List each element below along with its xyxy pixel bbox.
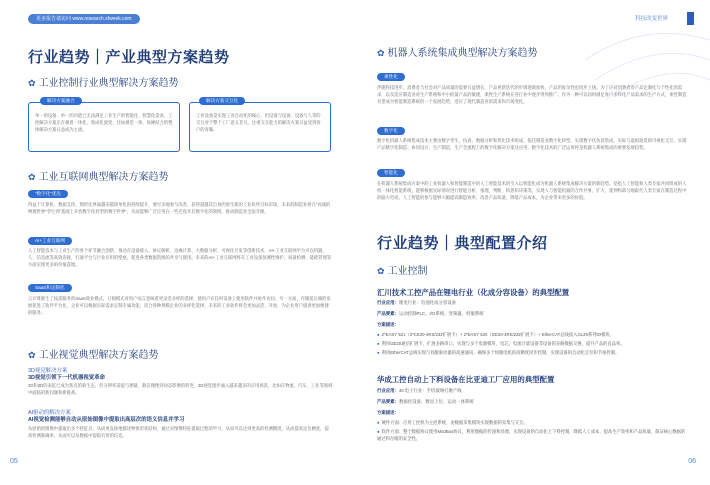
box-text-integration: 单一的设备、单一的功能已无法满足工业生产的智能化、智慧化需求，工控解决方案正在朝着一体化、集成化演变，比如视觉一体、软硬结合的整体解决方案日益成为主流。 xyxy=(35,113,173,132)
text-ai-iiot: 人工智能技术与工业生产的各个环节融合创新，推动在设备接入、协议解析、边缘计算、大数据分析、可视化开发等创新技术，AI+工业互联网平台可以机器、人、信息流等高效连接，打通平台与行业应用的壁垒，促进各类数据资源的共享与使用。未来的AI+工业互联网将在工业设备预测性维护、质量检测、能耗管理等方面实现更多的价值落地。 xyxy=(28,248,332,267)
case1-bullet: ● 利用EtherCAT总线实现与伺服驱动器的高速通讯，确保多个伺服电机的高精度同步控制，实现设备的自动化定位和节拍控制。 xyxy=(377,350,620,355)
section-heading-robot: ✿ 机器人系统集成典型解决方案趋势 xyxy=(377,48,538,59)
text-flexible: 伴随科技进步，消费者与社会对产品质量的需要日益增长，产品更新迭代的步调逐渐加快，产品的复杂性也同步上扬。为了应对消费者对产品定制化与个性化的需求，以及适应制造业对生产系统和中小批量产品的敏捷，柔性生产系统在各行业中逐步得到推广。作为一种可以同时满足客户多样化产品需求的生产方式，柔性制造有望成为智能制造系统的一个发展趋势，适应了现代制造业的需求和市场变化。 xyxy=(377,85,687,104)
section-heading-industrial-control: ✿ 工业控制行业典型解决方案趋势 xyxy=(28,78,179,89)
case2-product: 产品要素：数据化设备、数显上位、运动一体系统 xyxy=(377,399,474,404)
case2-bullet: ● 软件方面：整个数据协议使用ModBus协议，利用数据的传递和处理，实现设备的自动化上下料控制，降低人工成本，提高生产效率和产品质量，保证核心数据的通过和存储的安全性。 xyxy=(377,429,686,441)
right-page xyxy=(355,0,710,485)
case2-scheme-label: 方案描述： xyxy=(377,410,399,415)
section-heading-iiot: ✿ 工业互联网典型解决方案趋势 xyxy=(28,172,169,183)
case1-product: 产品要素：运动控制PLC、I/O系统、变频器、伺服系统 xyxy=(377,311,484,316)
case2-title: 华成工控自动上下料设备在比亚迪工厂应用的典型配置 xyxy=(377,375,555,384)
header-tag[interactable]: 更多报告请访问 www.research.sfweek.com xyxy=(28,14,140,24)
text-digital: 数字化机器人系统集成技术主要由数字孪生、仿真、数据分析和优化技术组成，依托制造业数字化转型，实现数字化仿真集成。实际与虚拟场景的可视化交互，实现产品数字化制造、协同设计、生产制造，生产全流程上的数字化解决方案及应用，数字化技术的广泛运用将是机器人系统集成的重要发展趋势。 xyxy=(377,138,687,150)
config-title: 行业趋势｜典型配置介绍 xyxy=(377,235,548,252)
label-ai-iiot: AI+工业互联网 xyxy=(28,237,72,245)
box-text-interaction: 工业设备是实现工业自动化的核心，但设备与设备、设备与人等的交互对于整个工厂意义非凡，注重交互能力的解决方案日益受到客户的青睐。 xyxy=(196,113,321,132)
box-label-interaction: 解决方案交互化 xyxy=(199,97,245,105)
text-smart: 在机器人系统集成方案中的工业机器人和智能制造中的人工智能技术的引入以智能化成为机器人系统集成解决方案的新趋势。是指人工智能和人类专家共同组成的人机一体化智能系统，能够根据实际情况进行智能分析、推理、判断、构思和决策等，实现人与智能机器的合作共事，扩大、延伸和部分地取代人类专家在制造过程中的脑力劳动。人工智能的参与能够大幅提高制造效率、改善产品质量，降低产品成本，为企业带来更多的价值。 xyxy=(377,181,687,200)
gear-icon: ✿ xyxy=(377,266,385,276)
vision-sub-ai: AI驱动的解决方案： xyxy=(28,410,77,416)
label-smart: 智能化 xyxy=(377,169,405,177)
vision-sub-ai-title: AI视觉检测能够自动从原始图像中提取出高层次的语义信息并学习 xyxy=(28,417,185,423)
case2-industry: 行业应用：3C电子行业：手机玻璃打磨产线 xyxy=(377,388,462,393)
gear-icon: ✿ xyxy=(28,172,36,182)
vision-sub-3d: 3D视觉解决方案 xyxy=(28,368,68,374)
label-saas: SaaS和定制化 xyxy=(28,284,72,292)
case2-bullet: ● 硬件方面：应用工控机为主控系统，由数据采集模块实现数据的采集与交互。 xyxy=(377,420,528,425)
header-tag: 科技改变世界 xyxy=(634,16,668,22)
page-title: 行业趋势｜产业典型方案趋势 xyxy=(28,49,230,66)
case1-industry: 行业应用：锂电行业：电池化成分容设备 xyxy=(377,300,457,305)
header-accent-bar xyxy=(687,12,694,25)
case1-scheme-label: 方案描述： xyxy=(377,322,399,327)
vision-text-ai: 从原始的图像中提取出多个特征点，从而更直接地描述物体形状结构，通过对图像特征提取过程的学习，从而可以达到更高的检测精度，从而提高定位精度，提高检测准确率，从而可以从数据中提取有用的信息。 xyxy=(28,426,329,438)
case1-bullet: ● 2*EASY 521（2*CE20-4RS/232扩展卡）+ 2*EASY 520（GE20-4RS/232扩展卡）+ EtherCAT总线接入GL20系列IO模块。 xyxy=(377,332,614,337)
box-label-integration: 解决方案融合 xyxy=(40,97,82,105)
label-digital: 数字化 xyxy=(377,127,405,135)
label-digital-first: “数字化”优先 xyxy=(28,190,68,198)
gear-icon: ✿ xyxy=(28,78,36,88)
section-heading-control: ✿ 工业控制 xyxy=(377,266,428,277)
vision-text-3d: 2D和3D的表征已成为焦点的新生态，但分辨率前提与测量、静态图像到动态影像的转变，3D视觉逐步涌入越来越多的应用场景，比如在物流、汽车、工业等领域中面临的新问题和新挑战。 xyxy=(28,383,333,395)
gear-icon: ✿ xyxy=(28,350,36,360)
page-number: 06 xyxy=(688,458,696,465)
case1-title: 汇川技术工控产品在锂电行业（化成分容设备）的典型配置 xyxy=(377,288,570,297)
text-digital-first: 得益于计算机、数据支持、图形化界面越来越简单化的持续提升，要尽多地参与改善，获得超越其自身的原生新的工业软件目标市场，未来的制造业将在“高端的物理世界”孪生到“基础上开放数字化转型的数字世界”，从而能够广泛应用在一些还没开启数字化的领域，推动制造业全面升级。 xyxy=(28,202,331,214)
section-heading-vision: ✿ 工业视觉典型解决方案趋势 xyxy=(28,350,159,361)
page-number: 05 xyxy=(10,458,18,465)
label-flexible: 柔性化 xyxy=(377,73,405,81)
case1-bullet: ● 利用GE20通信扩展卡，扩展多路串口，实现与多个电源模块、电芯、电流计量设备等设备的多路数据交换，提升产品的良品率。 xyxy=(377,341,625,346)
gear-icon: ✿ xyxy=(377,48,385,58)
vision-sub-3d-title: 3D视觉引领下一代机器视觉革命 xyxy=(28,375,105,381)
text-saas: 云计算催生了按需服务的SaaS商业模式，订阅模式对用户而言意味着更灵活多样的选择，使用户在任何设备上使用软件并协作访问，另一方面，存储前后端的发展促进了软件平台化，企业可以根据实际需求定制专属功能，适合各种规模企业的多样化选择，未来的工业软件将会更加灵活、开放，为企业用户提供更加便捷的服务。 xyxy=(28,296,331,315)
